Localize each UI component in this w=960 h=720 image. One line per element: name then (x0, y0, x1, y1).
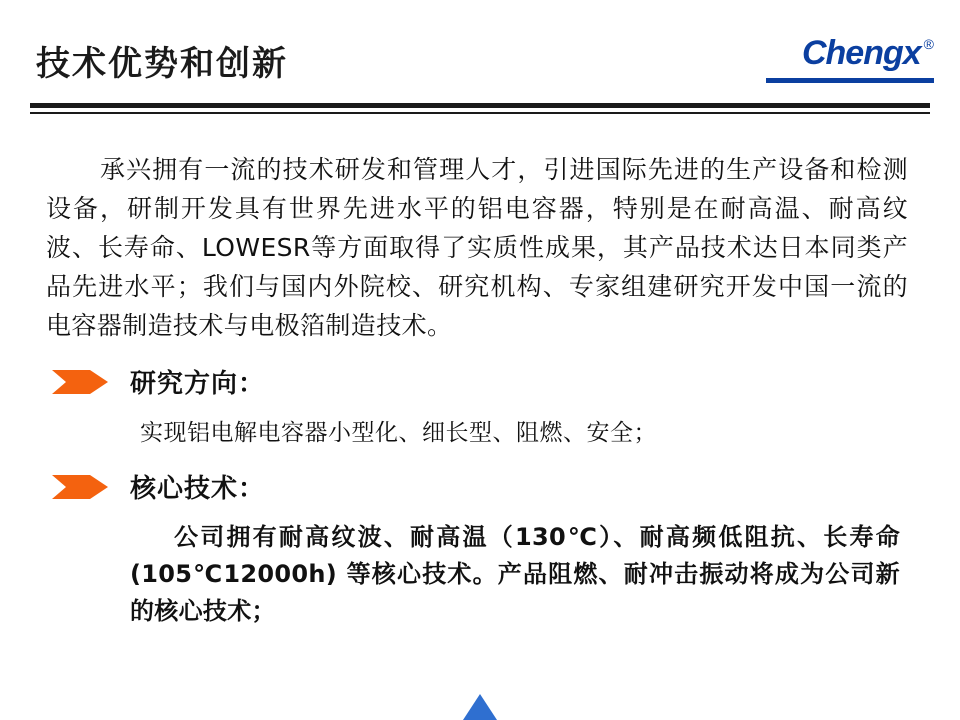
arrow-right-icon (52, 368, 108, 396)
section-content-research: 实现铝电解电容器小型化、细长型、阻燃、安全； (140, 420, 657, 446)
slide-header (0, 0, 960, 110)
logo-wordmark: Chengx (801, 34, 921, 72)
footer-triangle-icon (463, 694, 497, 720)
registered-trademark-icon: ® (923, 36, 934, 52)
page-title: 技术优势和创新 (36, 44, 288, 84)
section-content-core-tech: 公司拥有耐高纹波、耐高温（130℃）、耐高频低阻抗、长寿命(105℃12000h) 等核心技术。产品阻燃、耐冲击振动将成为公司新的核心技术； (130, 523, 900, 625)
section-label-research: 研究方向： (130, 369, 266, 399)
section-heading-core-tech (0, 468, 960, 505)
logo-underline-bar (766, 78, 934, 83)
header-divider-thick (30, 103, 930, 108)
company-logo (802, 34, 934, 73)
slide-body (0, 120, 960, 630)
intro-paragraph: 承兴拥有一流的技术研发和管理人才，引进国际先进的生产设备和检测设备，研制开发具有世界先进水平的铝电容器，特别是在耐高温、耐高纹波、长寿命、LOWESR等方面取得了实质性成果，其产品技术达日本同类产品先进水平；我们与国内外院校、研究机构、专家组建研究开发中国一流的电容器制造技术与电极箔制造技术。 (46, 155, 908, 340)
section-heading-research (0, 363, 960, 400)
arrow-right-icon (52, 473, 108, 501)
header-divider-thin (30, 112, 930, 114)
section-label-core-tech: 核心技术： (130, 474, 266, 504)
